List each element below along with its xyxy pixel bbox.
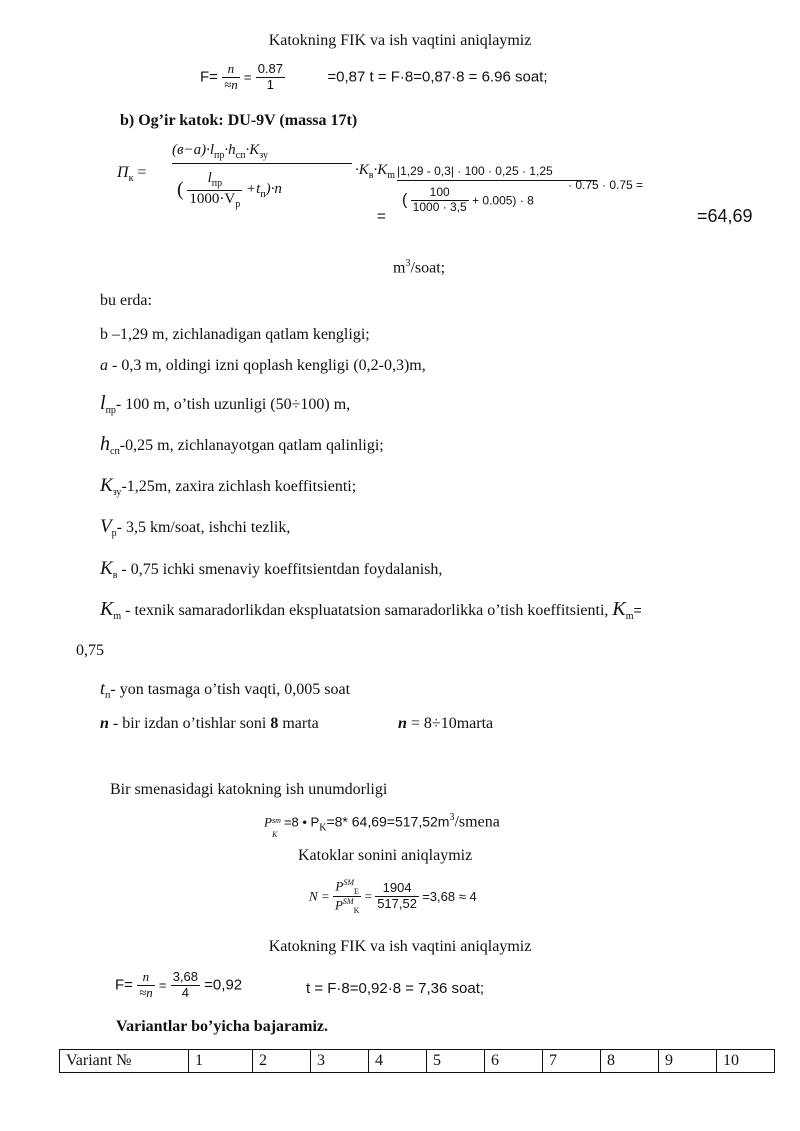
definition-kv: [100, 558, 442, 581]
variants-table: [59, 1049, 775, 1073]
heading-fik-2: Katokning FIK va ish vaqtini aniqlaymiz: [268, 938, 532, 955]
definition-a: [100, 357, 426, 375]
variants-table-row: [60, 1050, 775, 1073]
formula-fik-1-frac1-num: n: [222, 62, 240, 78]
definition-n-symbol: n: [100, 715, 109, 732]
definition-n: [100, 715, 319, 733]
definition-n-text-b: marta: [278, 715, 319, 732]
definition-h-symbol: h: [100, 433, 110, 455]
variant-cell: 4: [369, 1050, 427, 1073]
formula-productivity-km: ·K: [373, 162, 388, 178]
productivity-formula: [264, 812, 500, 840]
definition-km-text: - texnik samaradorlikdan ekspluatatsion samaradorlikka o’tish koeffitsienti,: [121, 602, 613, 619]
formula-productivity-km-sub: m: [387, 170, 396, 181]
definition-vr: [100, 516, 290, 539]
variant-cell: 8: [601, 1050, 659, 1073]
formula-fik-2-frac1-den: ≈n: [139, 984, 153, 1000]
formula-fik-2-rest: =0,92: [204, 976, 243, 994]
definition-kzu-symbol: K: [100, 475, 113, 496]
productivity-mult: =8 • P: [283, 814, 320, 830]
count-heading: Katoklar sonini aniqlaymiz: [298, 847, 473, 864]
formula-productivity-num-c: ·K: [245, 142, 260, 158]
formula-productivity-lhs: П: [117, 164, 129, 181]
formula-productivity-den-t-sub: п: [260, 188, 266, 200]
definition-km: [100, 598, 642, 622]
unit-m: m: [393, 259, 406, 277]
definition-km-symbol: K: [100, 598, 114, 620]
formula-fik-1-frac1-den: ≈n: [224, 76, 238, 92]
definition-n2-symbol: n: [398, 715, 407, 732]
heading-fik-1: Katokning FIK va ish vaqtini aniqlaymiz: [268, 32, 532, 49]
count-formula: [309, 878, 477, 915]
count-num-sub: E: [354, 886, 359, 896]
definition-kzu: [100, 475, 356, 498]
definition-km2-eq: =: [633, 602, 642, 618]
definition-l-sub: пр: [105, 405, 116, 417]
count-eq: =: [364, 888, 372, 904]
variant-cell: 2: [253, 1050, 311, 1073]
formula-productivity-num-b: ·h: [224, 142, 236, 158]
definition-vr-text: - 3,5 km/soat, ishchi tezlik,: [116, 519, 291, 536]
count-den-sup: SM: [342, 897, 354, 907]
variant-cell: 7: [543, 1050, 601, 1073]
formula-fik-2: [115, 970, 242, 1001]
formula-productivity-num-sub3: зу: [259, 150, 268, 161]
productivity-result-sup: 3: [449, 812, 455, 823]
definition-l: [100, 392, 350, 416]
definition-n-text-a: - bir izdan o’tishlar soni: [108, 715, 271, 732]
definition-h: [100, 433, 384, 457]
formula-productivity-sub-factor: · 0.75 · 0.75 =: [568, 178, 644, 192]
productivity-result: =8* 64,69=517,52m: [326, 813, 450, 830]
definition-a-symbol: a: [100, 357, 108, 374]
definition-km2-sub: m: [625, 611, 634, 623]
definition-km-sub: m: [113, 611, 122, 623]
definition-kv-sub: в: [112, 570, 118, 582]
count-lhs: N =: [309, 888, 330, 904]
variant-cell: 10: [717, 1050, 775, 1073]
definition-km-value: 0,75: [76, 642, 104, 659]
definition-a-text: - 0,3 m, oldingi izni qoplash kengligi (0,2-0,3)m,: [108, 357, 426, 374]
formula-productivity-num-sub1: пр: [214, 150, 225, 161]
formula-productivity-num-sub2: сп: [235, 150, 246, 161]
definition-kv-text: - 0,75 ichki smenaviy koeffitsientdan foydalanish,: [117, 561, 443, 578]
count-den: P: [334, 897, 343, 913]
formula-productivity-den-t: +t: [246, 180, 261, 197]
formula-productivity-lhs-sub: к: [128, 173, 134, 185]
formula-productivity-sub-num: |1,29 - 0,3| · 100 · 0,25 · 1,25: [397, 164, 597, 181]
productivity-unit: /smena: [454, 813, 500, 831]
unit-tail: /soat;: [410, 259, 446, 277]
formula-productivity-unit: [393, 258, 445, 277]
productivity-mult-sub: K: [319, 822, 327, 834]
formula-productivity-num-a: (в−а)·l: [172, 142, 215, 158]
count-num2: 1904: [375, 881, 419, 897]
definition-l-text: - 100 m, o’tish uzunligi (50÷100) m,: [115, 396, 351, 413]
formula-productivity-den-l: l: [207, 170, 212, 186]
formula-productivity-kv: ·K: [355, 162, 369, 178]
formula-productivity-sub-eq: =: [377, 208, 386, 225]
formula-productivity-sub-den-den: 1000 · 3,5: [412, 199, 467, 214]
formula-fik-1-rest: =0,87 t = F·8=0,87·8 = 6.96 soat;: [327, 68, 548, 86]
productivity-heading: Bir smenasidagi katokning ish unumdorligi: [110, 781, 388, 798]
formula-fik-2-lhs: F=: [115, 976, 133, 994]
formula-fik-1-frac2-den: 1: [266, 76, 274, 92]
formula-productivity-kv-sub: в: [368, 170, 374, 181]
variant-cell: 1: [189, 1050, 253, 1073]
variant-cell: 5: [427, 1050, 485, 1073]
definition-l-symbol: l: [100, 392, 106, 414]
formula-productivity-den-n: )·n: [265, 180, 282, 197]
count-num: P: [335, 878, 344, 894]
definition-tn-symbol: t: [100, 678, 106, 698]
definition-b: b –1,29 m, zichlanadigan qatlam kengligi;: [100, 326, 370, 343]
count-den2: 517,52: [377, 896, 417, 912]
unit-m-sup: 3: [405, 258, 411, 269]
formula-productivity-den-l-sub: пр: [211, 178, 223, 189]
definition-n-text-bold: 8: [270, 715, 279, 732]
variant-cell: 6: [485, 1050, 543, 1073]
count-den-sub: K: [353, 906, 360, 916]
formula-productivity-sub-den-tail: + 0.005) · 8: [472, 193, 534, 208]
formula-fik-1-frac2-num: 0.87: [257, 61, 283, 76]
definitions-intro: bu erda:: [100, 292, 152, 309]
definition-kv-symbol: K: [100, 558, 113, 579]
variants-heading: Variantlar bo’yicha bajaramiz.: [116, 1018, 328, 1035]
definition-h-sub: сп: [110, 446, 120, 458]
formula-productivity-den-1000v: 1000·V: [189, 190, 236, 207]
productivity-pk: P: [264, 814, 272, 830]
definition-kzu-sub: зу: [112, 487, 122, 499]
definition-tn-sub: п: [105, 690, 111, 702]
definition-vr-symbol: V: [100, 516, 112, 537]
productivity-pk-sup: sm: [271, 816, 281, 826]
subheading-heavy-roller: b) Og’ir katok: DU-9V (massa 17t): [120, 112, 358, 129]
formula-productivity-den-v-sub: р: [235, 198, 241, 210]
definition-km2-symbol: K: [612, 598, 626, 620]
formula-fik-2-t: t = F·8=0,92·8 = 7,36 soat;: [306, 980, 485, 997]
productivity-pk-sub: K: [271, 830, 278, 840]
variants-table-header: Variant №: [60, 1050, 189, 1073]
count-result: =3,68 ≈ 4: [422, 889, 477, 905]
formula-productivity-sub-den-num: 100: [411, 186, 469, 201]
formula-fik-1: [200, 62, 548, 93]
count-num-sup: SM: [343, 878, 355, 887]
formula-fik-1-lhs: F=: [200, 68, 218, 86]
definition-tn-text: - yon tasmaga o’tish vaqti, 0,005 soat: [110, 681, 351, 698]
definition-tn: [100, 678, 350, 701]
formula-fik-2-frac2-den: 4: [181, 984, 189, 1000]
formula-productivity-result: =64,69: [697, 206, 753, 226]
formula-fik-2-eq: =: [158, 977, 167, 993]
formula-fik-2-frac2-num: 3,68: [172, 969, 198, 984]
definition-n-range: [398, 715, 493, 733]
formula-fik-1-eq: =: [243, 69, 252, 85]
formula-fik-2-frac1-num: n: [137, 970, 155, 986]
definition-h-text: -0,25 m, zichlanayotgan qatlam qalinligi;: [119, 437, 384, 454]
variant-cell: 3: [311, 1050, 369, 1073]
definition-kzu-text: -1,25m, zaxira zichlash koeffitsienti;: [121, 478, 357, 495]
definition-vr-sub: р: [111, 528, 117, 540]
variant-cell: 9: [659, 1050, 717, 1073]
definition-n2-text: = 8÷10marta: [406, 715, 494, 732]
